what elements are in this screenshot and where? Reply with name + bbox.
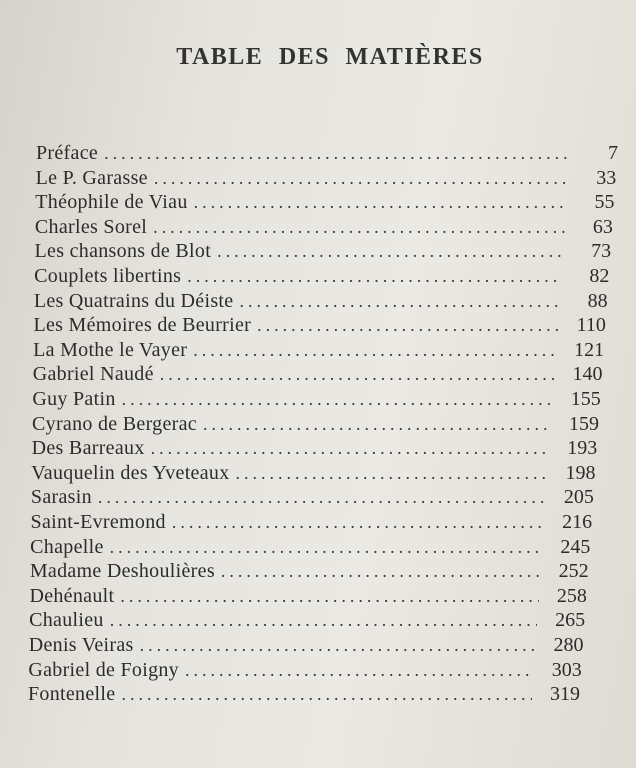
toc-entry <box>34 264 609 288</box>
toc-entry-page-number: 265 <box>555 609 586 632</box>
toc-entry-page-number: 63 <box>592 215 613 238</box>
dot-leader <box>172 510 544 534</box>
toc-entry-title: Chapelle <box>30 535 104 558</box>
toc-entry-page-number: 303 <box>551 658 582 681</box>
toc-entry-page-number: 205 <box>563 486 594 509</box>
toc-entry-page-number: 7 <box>608 142 618 164</box>
toc-entry-title: Madame Deshoulières <box>29 560 215 583</box>
toc-entry-title: Cyrano de Bergerac <box>32 412 197 435</box>
toc-entry-title: Gabriel Naudé <box>32 363 154 386</box>
toc-entry <box>32 412 599 436</box>
toc-entry <box>32 436 598 460</box>
toc-entry-title: La Mothe le Vayer <box>33 338 188 361</box>
toc-entry-title: Saint-Evremond <box>30 511 166 533</box>
toc-entry <box>30 535 590 559</box>
dot-leader <box>257 313 558 337</box>
dot-leader <box>193 338 556 362</box>
toc-entry-page-number: 258 <box>556 584 587 607</box>
toc-entry-page-number: 193 <box>567 437 598 460</box>
toc-entry-page-number: 280 <box>553 634 584 656</box>
toc-entry-page-number: 216 <box>562 511 593 533</box>
toc-entry-page-number: 159 <box>569 412 599 435</box>
toc-entry <box>33 313 605 337</box>
dot-leader <box>140 633 536 657</box>
dot-leader <box>120 584 539 608</box>
dot-leader <box>153 215 565 239</box>
dot-leader <box>110 535 543 559</box>
toc-entry <box>34 289 608 313</box>
toc-entry-title: Gabriel de Foigny <box>28 658 179 681</box>
toc-entry-page-number: 110 <box>576 314 606 337</box>
toc-entry-title: Charles Sorel <box>34 215 148 238</box>
dot-leader <box>104 141 570 165</box>
dot-leader <box>98 485 546 509</box>
toc-entry-title: Sarasin <box>30 486 92 509</box>
toc-entry-page-number: 319 <box>550 683 580 706</box>
toc-entry-title: Des Barreaux <box>31 437 145 460</box>
toc-entry <box>33 338 604 362</box>
toc-entry-page-number: 245 <box>560 535 591 558</box>
dot-leader <box>187 264 561 288</box>
toc-entry-page-number: 155 <box>570 388 601 410</box>
page-title: TABLE DES MATIÈRES <box>176 44 484 70</box>
dot-leader <box>160 362 555 386</box>
toc-entry-title: Le P. Garasse <box>35 166 148 189</box>
toc-entry <box>29 633 584 657</box>
dot-leader <box>236 461 548 485</box>
toc-entry <box>31 461 595 485</box>
toc-entry-page-number: 121 <box>574 338 605 361</box>
dot-leader <box>151 436 550 460</box>
toc-entry-title: Dehénault <box>29 584 115 607</box>
toc-entry <box>35 215 613 239</box>
toc-entry-page-number: 252 <box>558 560 589 583</box>
dot-leader <box>122 387 553 411</box>
toc-entry-title: Vauquelin des Yveteaux <box>31 461 230 484</box>
toc-entry-title: Préface <box>36 142 99 164</box>
toc-entry <box>29 608 585 632</box>
dot-leader <box>217 239 563 263</box>
toc-entry <box>35 190 614 214</box>
toc-entry-page-number: 88 <box>587 289 608 312</box>
toc-entry-page-number: 55 <box>594 191 615 214</box>
toc-entry-title: Théophile de Viau <box>35 191 188 214</box>
toc-entry-page-number: 198 <box>565 461 596 484</box>
dot-leader <box>185 658 534 682</box>
toc-entry-title: Couplets libertins <box>34 265 182 287</box>
toc-entry-page-number: 82 <box>589 265 610 287</box>
toc-entry <box>29 584 586 608</box>
toc-entry-title: Denis Veiras <box>28 634 134 656</box>
dot-leader <box>121 682 532 706</box>
toc-entry <box>36 166 617 190</box>
toc-entry-title: Les chansons de Blot <box>34 240 212 263</box>
toc-entry <box>33 362 603 386</box>
toc-entry-page-number: 140 <box>572 363 603 386</box>
dot-leader <box>203 412 551 436</box>
toc-entry <box>28 658 581 682</box>
toc-entry-page-number: 33 <box>596 166 617 189</box>
toc-entry-title: Chaulieu <box>29 609 104 632</box>
dot-leader <box>221 559 541 583</box>
toc-entry-page-number: 73 <box>591 240 612 263</box>
dot-leader <box>154 166 568 190</box>
toc-entry <box>32 387 600 411</box>
toc-entry <box>28 682 580 706</box>
toc-entry-title: Les Mémoires de Beurrier <box>33 314 252 337</box>
toc-entry <box>30 559 589 583</box>
toc-entry-title: Guy Patin <box>32 388 116 410</box>
toc-entry-title: Les Quatrains du Déiste <box>33 289 234 312</box>
toc-entry <box>35 239 612 263</box>
toc-entry-title: Fontenelle <box>28 683 116 706</box>
dot-leader <box>239 289 559 313</box>
toc-entry <box>31 485 594 509</box>
toc-entry <box>31 510 593 534</box>
dot-leader <box>110 608 537 632</box>
toc-entry <box>36 141 618 165</box>
dot-leader <box>194 190 567 214</box>
